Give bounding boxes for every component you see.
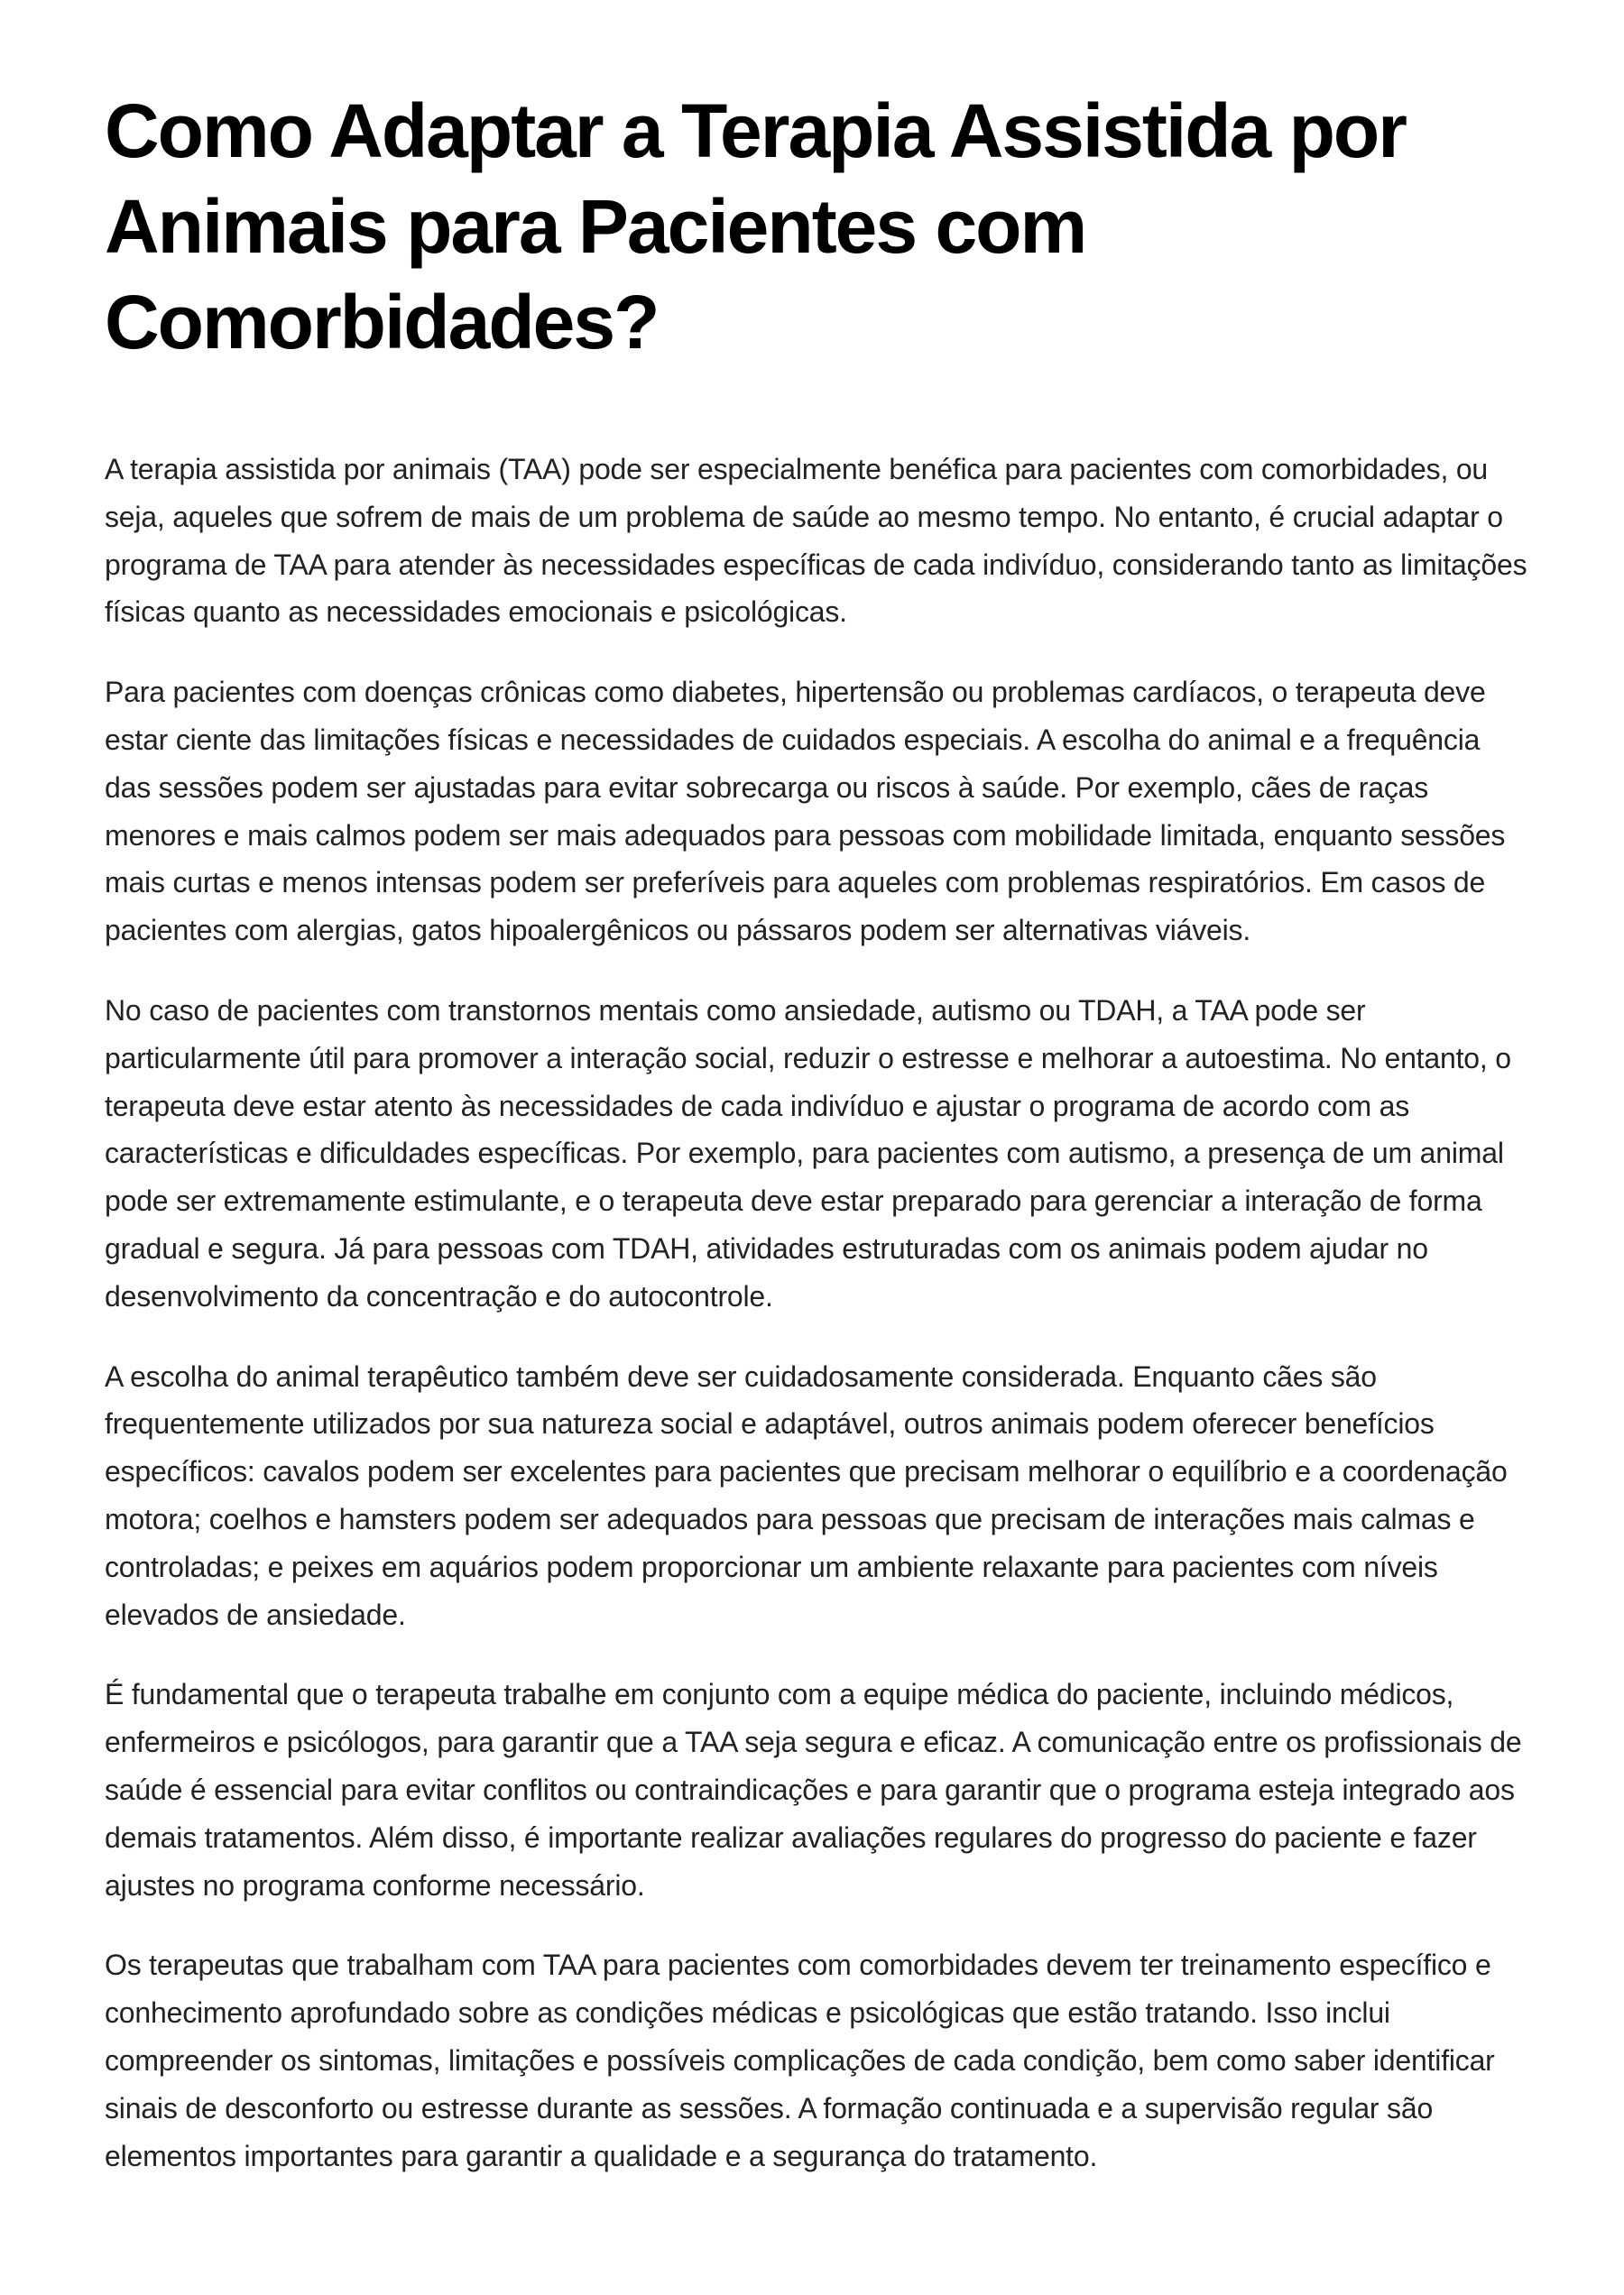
paragraph-intro: A terapia assistida por animais (TAA) pode ser especialmente benéfica para pacientes com comorbidades, ou seja, aqueles que sofrem de mais de um problema de saúde ao mesmo tempo. No entanto, é crucial adaptar o programa de TAA para atender às necessidades específicas de cada indivíduo, considerando tanto as limitações físicas quanto as necessidades emocionais e psicológicas.: [105, 453, 1527, 629]
paragraph-mental-disorders: No caso de pacientes com transtornos mentais como ansiedade, autismo ou TDAH, a TAA pode ser particularmente útil para promover a interação social, reduzir o estresse e melhorar a autoestima. No entanto, o terapeuta deve estar atento às necessidades de cada indivíduo e ajustar o programa de acordo com as características e dificuldades específicas. Por exemplo, para pacientes com autismo, a presença de um animal pode ser extremamente estimulante, e o terapeuta deve estar preparado para gerenciar a interação de forma gradual e segura. Já para pessoas com TDAH, atividades estruturadas com os animais podem ajudar no desenvolvimento da concentração e do autocontrole.: [105, 993, 1511, 1313]
paragraph-medical-team: É fundamental que o terapeuta trabalhe em conjunto com a equipe médica do paciente, incluindo médicos, enfermeiros e psicólogos, para garantir que a TAA seja segura e eficaz. A comunicação entre os profissionais de saúde é essencial para evitar conflitos ou contraindicações e para garantir que o programa esteja integrado aos demais tratamentos. Além disso, é importante realizar avaliações regulares do progresso do paciente e fazer ajustes no programa conforme necessário.: [105, 1678, 1522, 1902]
page-title: Como Adaptar a Terapia Assistida por Animais para Pacientes com Comorbidades?: [105, 88, 1406, 364]
document-page: [105, 83, 1530, 2212]
paragraph-training: Os terapeutas que trabalham com TAA para pacientes com comorbidades devem ter treinamento específico e conhecimento aprofundado sobre as condições médicas e psicológicas que estão tratando. Isso inclui compreender os sintomas, limitações e possíveis complicações de cada condição, bem como saber identificar sinais de desconforto ou estresse durante as sessões. A formação continuada e a supervisão regular são elementos importantes para garantir a qualidade e a segurança do tratamento.: [105, 1949, 1495, 2172]
paragraph-animal-choice: A escolha do animal terapêutico também deve ser cuidadosamente considerada. Enquanto cães são frequentemente utilizados por sua natureza social e adaptável, outros animais podem oferecer benefícios específicos: cavalos podem ser excelentes para pacientes que precisam melhorar o equilíbrio e a coordenação motora; coelhos e hamsters podem ser adequados para pessoas que precisam de interações mais calmas e controladas; e peixes em aquários podem proporcionar um ambiente relaxante para pacientes com níveis elevados de ansiedade.: [105, 1359, 1508, 1631]
paragraph-chronic-diseases: Para pacientes com doenças crônicas como diabetes, hipertensão ou problemas cardíacos, o terapeuta deve estar ciente das limitações físicas e necessidades de cuidados especiais. A escolha do animal e a frequência das sessões podem ser ajustadas para evitar sobrecarga ou riscos à saúde. Por exemplo, cães de raças menores e mais calmos podem ser mais adequados para pessoas com mobilidade limitada, enquanto sessões mais curtas e menos intensas podem ser preferíveis para aqueles com problemas respiratórios. Em casos de pacientes com alergias, gatos hipoalergênicos ou pássaros podem ser alternativas viáveis.: [105, 676, 1506, 947]
